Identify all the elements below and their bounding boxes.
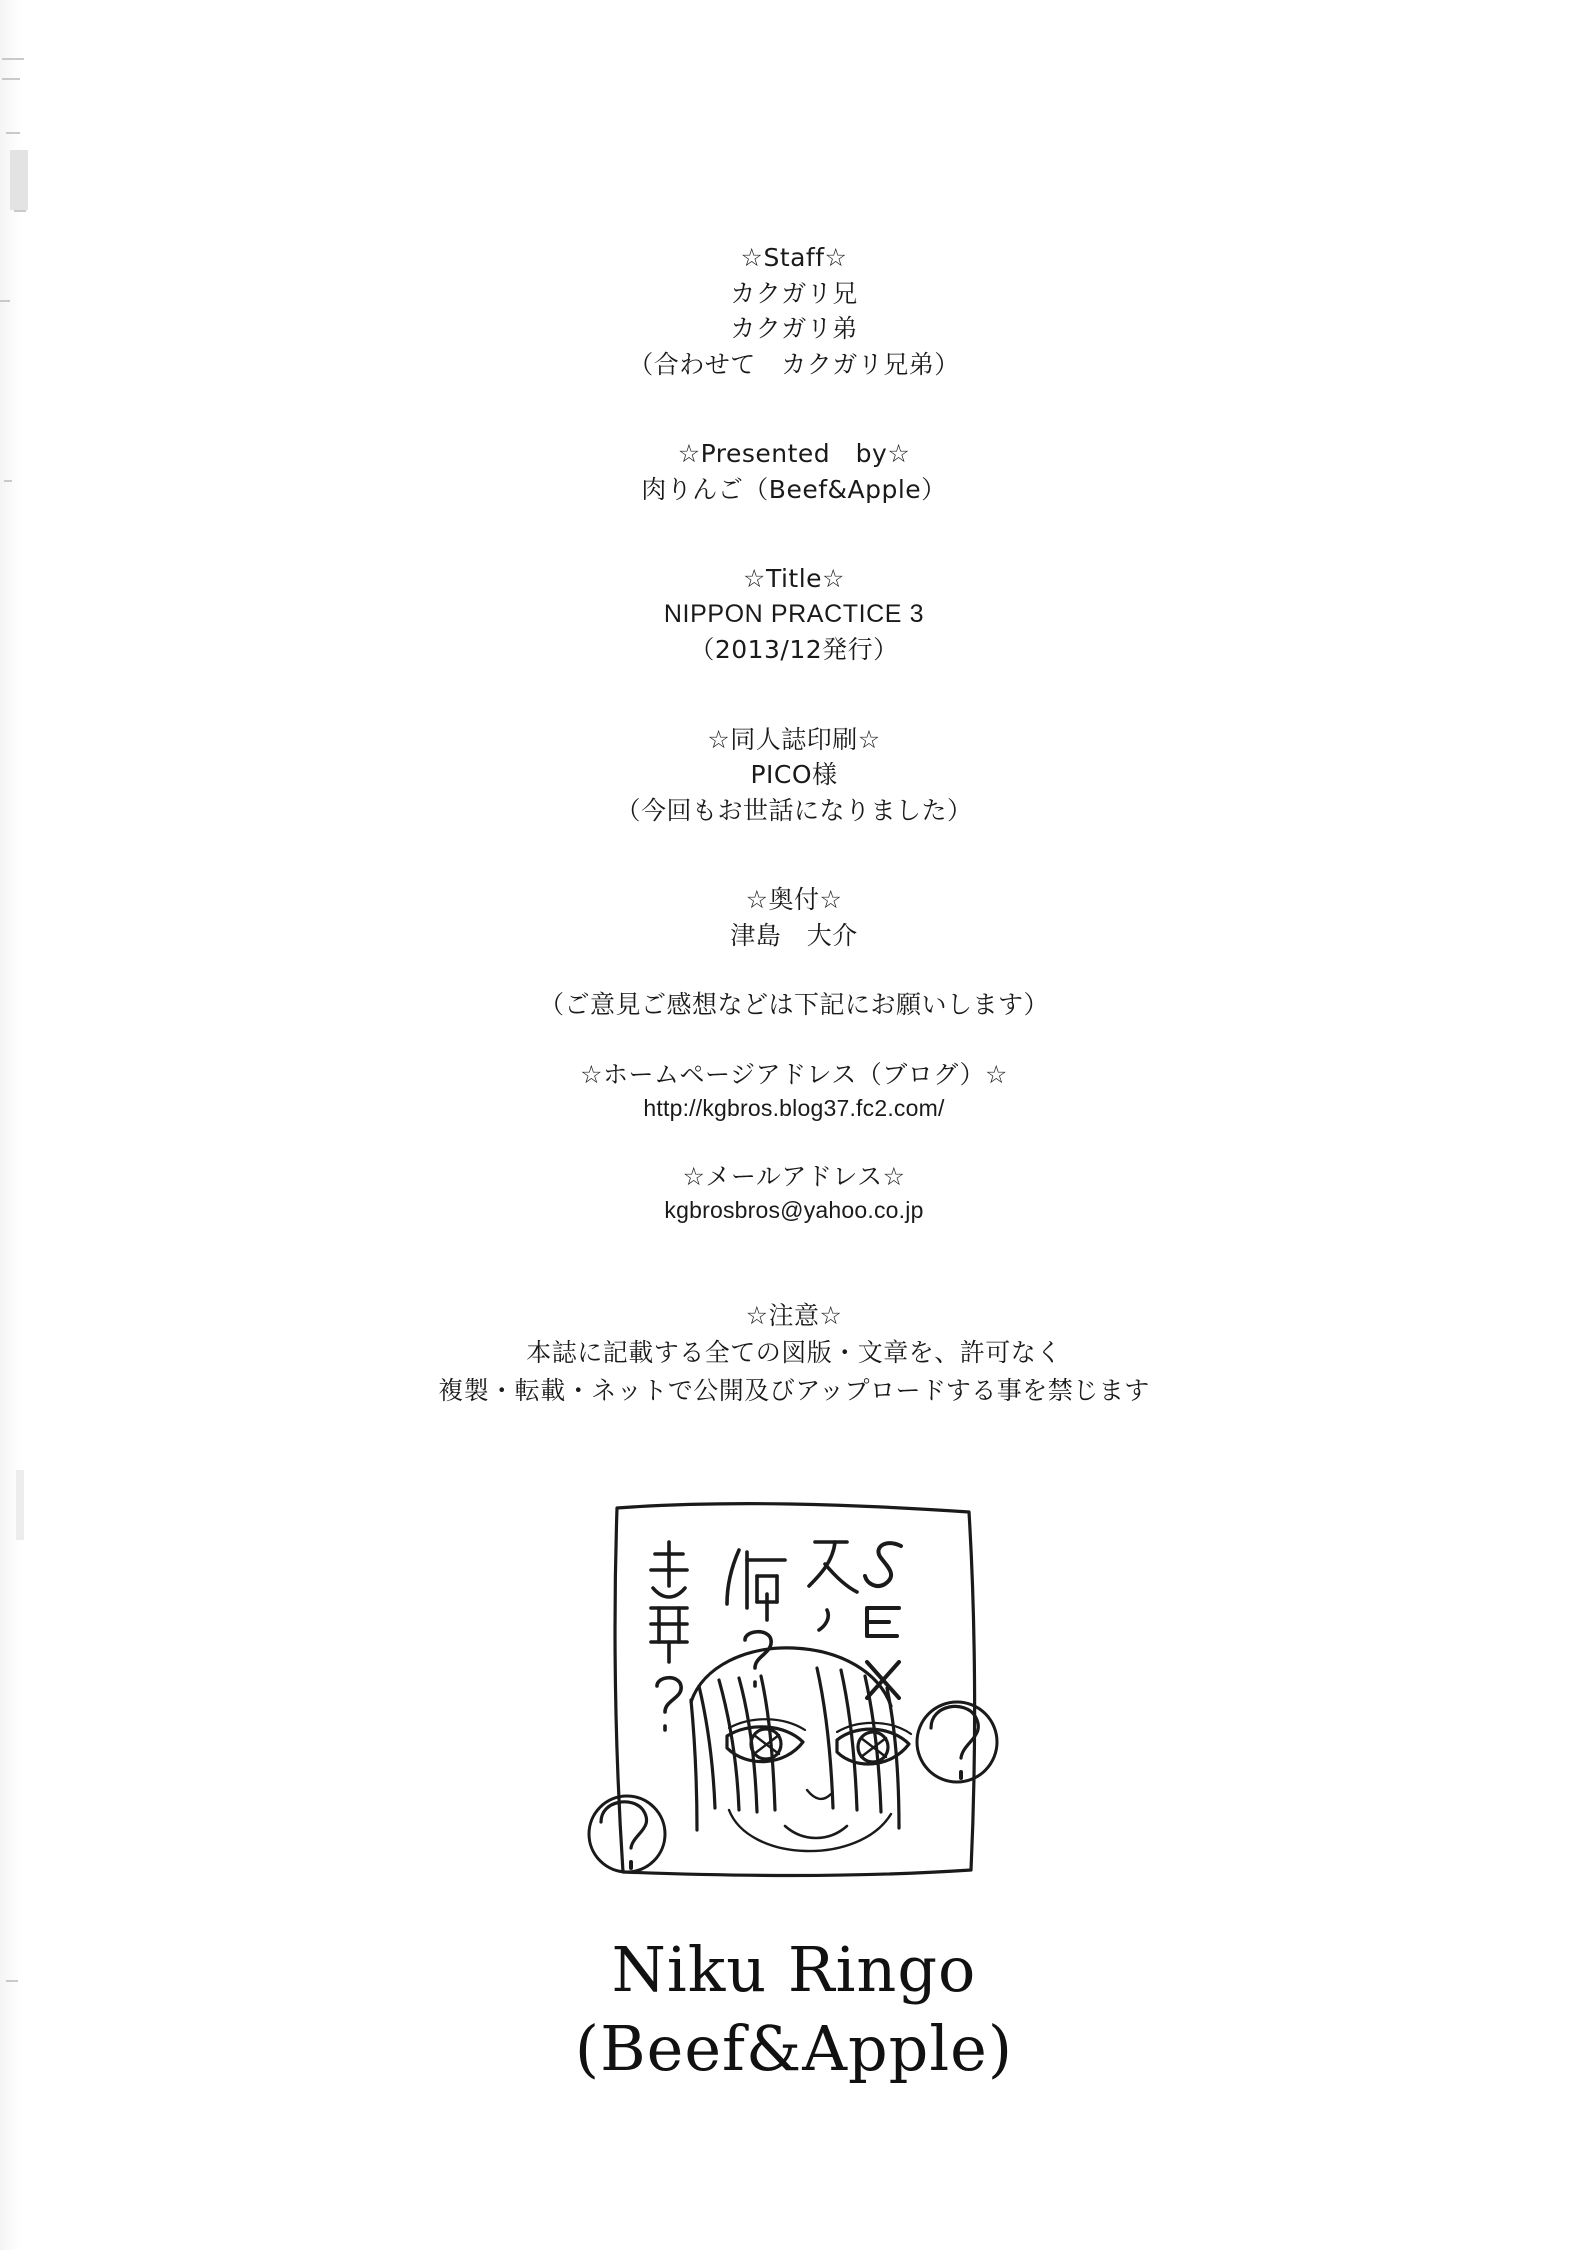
email-address[interactable]: kgbrosbros@yahoo.co.jp: [664, 1197, 924, 1224]
section-title-line-2: （2013/12発行）: [689, 635, 899, 664]
feedback-note: [0, 987, 1588, 1023]
notice-heading: ☆注意☆: [745, 1300, 843, 1330]
signature-line-2: (Beef&Apple): [574, 2012, 1014, 2086]
section-printing-line-2: （今回もお世話になりました）: [615, 795, 973, 825]
email-heading: ☆メールアドレス☆: [682, 1161, 906, 1191]
hand-drawn-character-sketch-icon: [579, 1490, 1009, 1910]
notice-line-1: 本誌に記載する全ての図版・文章を、許可なく: [526, 1338, 1062, 1368]
homepage-heading: ☆ホームページアドレス（ブログ）☆: [580, 1059, 1008, 1089]
section-colophon-heading: ☆奥付☆: [745, 885, 843, 914]
doodle-area: [0, 1490, 1588, 1915]
homepage-url[interactable]: http://kgbros.blog37.fc2.com/: [643, 1095, 945, 1121]
section-staff-line-3: （合わせて カクガリ兄弟）: [628, 349, 960, 379]
section-homepage: [0, 1057, 1588, 1125]
section-email: [0, 1159, 1588, 1227]
notice-line-2: 複製・転載・ネットで公開及びアップロードする事を禁じます: [438, 1375, 1150, 1405]
section-printing-line-1: PICO様: [750, 760, 838, 789]
section-title-heading: ☆Title☆: [743, 564, 845, 593]
section-staff-line-2: カクガリ弟: [730, 314, 858, 343]
section-presented-by-heading: ☆Presented by☆: [677, 439, 911, 468]
section-staff-heading: ☆Staff☆: [740, 243, 848, 272]
feedback-note-text: （ご意見ご感想などは下記にお願いします）: [538, 990, 1049, 1019]
section-colophon: [0, 882, 1588, 953]
section-colophon-line-1: 津島 大介: [730, 920, 858, 950]
artist-signature: [0, 1930, 1588, 2089]
section-presented-by-line-1: 肉りんご（Beef&Apple）: [641, 474, 947, 504]
colophon-text-column: [0, 240, 1588, 1409]
section-staff: [0, 240, 1588, 382]
section-title-line-1: NIPPON PRACTICE 3: [663, 599, 925, 628]
signature-line-1: Niku Ringo: [611, 1933, 977, 2006]
section-title: [0, 561, 1588, 668]
section-printing: [0, 722, 1588, 829]
section-presented-by: [0, 436, 1588, 507]
section-printing-heading: ☆同人誌印刷☆: [707, 724, 881, 754]
section-notice: [0, 1297, 1588, 1410]
section-staff-line-1: カクガリ兄: [730, 278, 858, 308]
